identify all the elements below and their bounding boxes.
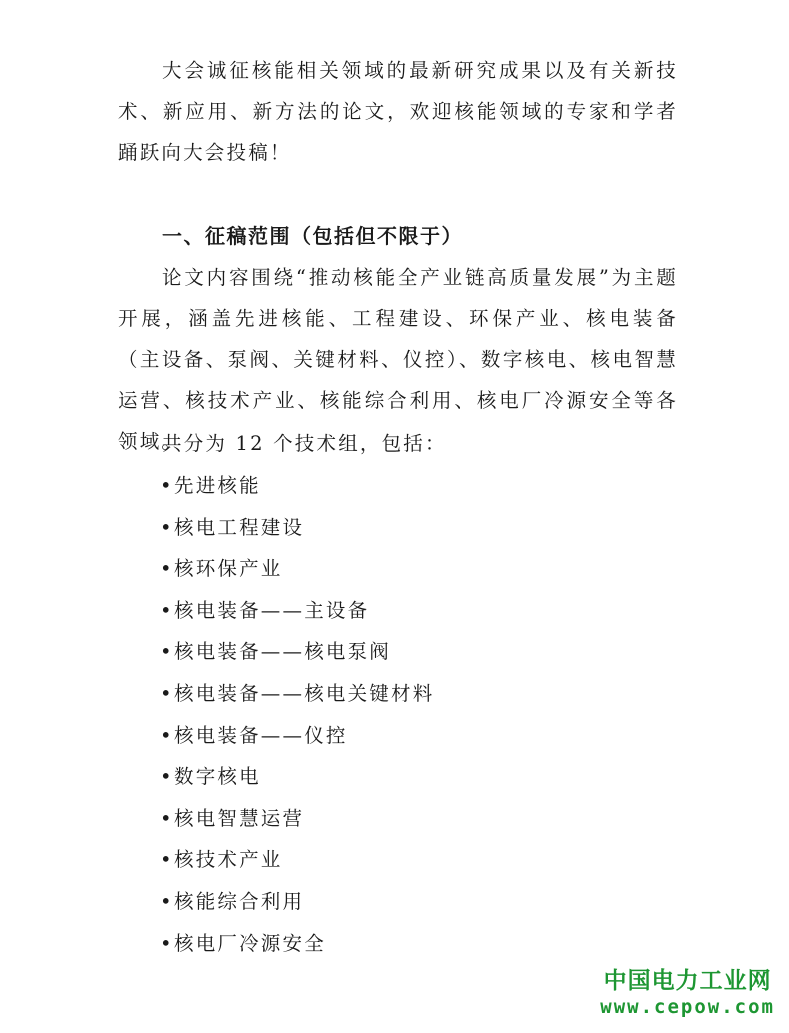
group-label: 核电装备——仪控	[174, 723, 348, 747]
site-watermark	[600, 967, 775, 1019]
bullet-icon: •	[160, 848, 174, 872]
bullet-icon: •	[160, 681, 174, 705]
list-item	[160, 716, 434, 758]
bullet-icon: •	[160, 474, 174, 497]
watermark-site-name: 中国电力工业网	[603, 968, 772, 994]
group-count-line: 共分为 12 个技术组，包括：	[162, 432, 447, 455]
list-item	[160, 799, 434, 841]
list-item	[160, 882, 434, 924]
list-item	[160, 757, 434, 799]
watermark-site-url: www.cepow.com	[600, 996, 775, 1018]
group-label: 核电工程建设	[174, 515, 305, 539]
list-item	[160, 549, 434, 591]
section-heading: 一、征稿范围（包括但不限于）	[162, 224, 463, 248]
bullet-icon: •	[160, 557, 174, 581]
technical-group-list	[160, 466, 434, 965]
group-label: 核能综合利用	[174, 889, 305, 913]
bullet-icon: •	[160, 806, 174, 830]
group-label: 核电装备——主设备	[174, 598, 370, 622]
bullet-icon: •	[160, 515, 174, 539]
list-item	[160, 591, 434, 633]
list-item	[160, 632, 434, 674]
list-item	[160, 466, 434, 508]
scope-paragraph: 论文内容围绕“推动核能全产业链高质量发展”为主题开展，涵盖先进核能、工程建设、环保产业、核电装备（主设备、泵阀、关键材料、仪控）、数字核电、核电智慧运营、核技术产业、核能综合利用、核电厂冷源安全等各领域。	[118, 266, 678, 453]
list-item	[160, 674, 434, 716]
list-item	[160, 508, 434, 550]
bullet-icon: •	[160, 889, 174, 913]
list-item	[160, 840, 434, 882]
intro-paragraph: 大会诚征核能相关领域的最新研究成果以及有关新技术、新应用、新方法的论文，欢迎核能领域的专家和学者踊跃向大会投稿！	[118, 59, 678, 164]
group-label: 先进核能	[174, 474, 261, 497]
list-item	[160, 924, 434, 966]
group-label: 核技术产业	[174, 848, 283, 872]
group-label: 核电厂冷源安全	[174, 931, 326, 955]
group-label: 核电装备——核电关键材料	[174, 681, 435, 705]
bullet-icon: •	[160, 598, 174, 622]
group-label: 核电装备——核电泵阀	[174, 640, 392, 664]
group-label: 核电智慧运营	[174, 806, 305, 830]
group-label: 数字核电	[174, 765, 261, 789]
bullet-icon: •	[160, 931, 174, 955]
bullet-icon: •	[160, 765, 174, 789]
bullet-icon: •	[160, 640, 174, 664]
bullet-icon: •	[160, 723, 174, 747]
group-label: 核环保产业	[174, 557, 283, 581]
